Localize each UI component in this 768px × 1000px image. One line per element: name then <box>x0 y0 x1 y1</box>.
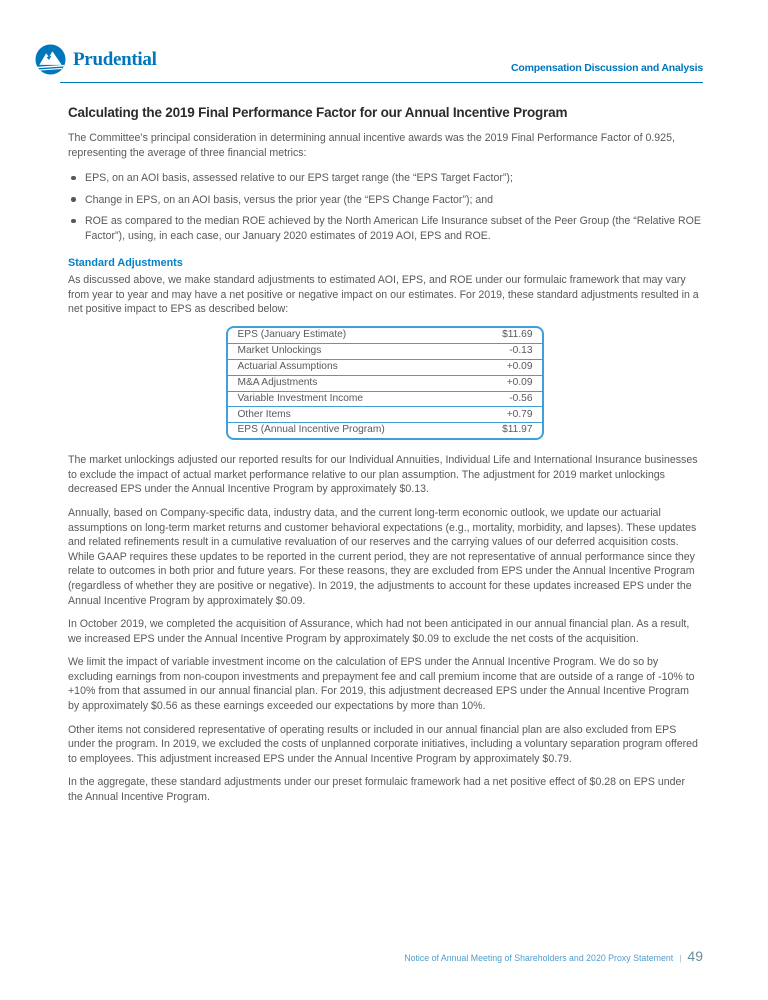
bullet-text: ROE as compared to the median ROE achieved by the North American Life Insurance subset of the Peer Group (the “Relative ROE Factor”), using, in each case, our January 2020 estimates of 2019 AOI, EPS and ROE. <box>85 215 701 242</box>
row-value: -0.13 <box>509 344 533 356</box>
body-paragraph-market-unlockings: The market unlockings adjusted our reported results for our Individual Annuities, Individual Life and International Insurance businesses to exclude the impact of actual market performance relative to our plan assumption. The adjustment for 2019 market unlockings decreased EPS under the Annual Incentive Program by approximately $0.13. <box>68 454 698 496</box>
page-header <box>35 44 703 75</box>
table-row <box>228 360 542 376</box>
bullet-eps-target <box>68 171 701 186</box>
bullet-icon <box>71 176 76 181</box>
row-label: Market Unlockings <box>237 344 322 356</box>
row-value: +0.79 <box>506 408 533 420</box>
row-value: +0.09 <box>506 376 533 388</box>
document-body <box>68 105 701 814</box>
table-row <box>228 407 542 423</box>
table-row <box>228 423 542 438</box>
brand-wordmark: Prudential <box>73 48 157 70</box>
bullet-icon <box>71 197 76 202</box>
table-row <box>228 376 542 392</box>
section-title: Compensation Discussion and Analysis <box>511 62 703 74</box>
row-value: $11.97 <box>502 424 533 436</box>
row-label: EPS (Annual Incentive Program) <box>237 424 385 436</box>
bullet-text: EPS, on an AOI basis, assessed relative to our EPS target range (the “EPS Target Factor”); <box>85 172 513 185</box>
prudential-rock-icon <box>35 44 66 75</box>
row-label: Variable Investment Income <box>237 392 364 404</box>
row-label: Actuarial Assumptions <box>237 360 338 372</box>
row-label: Other Items <box>237 408 291 420</box>
bullet-eps-change <box>68 193 701 208</box>
body-paragraph-variable-investment: We limit the impact of variable investment income on the calculation of EPS under the Annual Incentive Program. We do so by excluding earnings from non-coupon investments and prepayment fee and call premium income that are outside of a range of -10% to +10% from that assumed in our annual financial plan. For 2019, this adjustment decreased EPS under the Annual Incentive Program by approximately $0.56 as these earnings exceeded our expectations by more than 10%. <box>68 656 695 713</box>
intro-paragraph: The Committee’s principal consideration in determining annual incentive awards was the 2019 Final Performance Factor of 0.925, representing the average of three financial metrics: <box>68 132 675 159</box>
table-row <box>228 344 542 360</box>
metrics-bullet-list <box>68 171 701 243</box>
header-divider <box>60 82 703 83</box>
page-title: Calculating the 2019 Final Performance Factor for our Annual Incentive Program <box>68 105 568 120</box>
row-value: +0.09 <box>506 360 533 372</box>
table-row <box>228 328 542 344</box>
body-paragraph-aggregate: In the aggregate, these standard adjustments under our preset formulaic framework had a net positive effect of $0.28 on EPS under the Annual Incentive Program. <box>68 776 685 804</box>
table-row <box>228 392 542 408</box>
eps-adjustments-table <box>226 326 544 440</box>
page-number: 49 <box>687 948 703 964</box>
row-label: M&A Adjustments <box>237 376 318 388</box>
bullet-icon <box>71 219 76 224</box>
adjustments-intro-paragraph: As discussed above, we make standard adjustments to estimated AOI, EPS, and ROE under our formulaic framework that may vary from year to year and may have a net positive or negative impact on our estimates. For 2019, these standard adjustments resulted in a net positive impact to EPS as described below: <box>68 274 699 316</box>
row-value: -0.56 <box>509 392 533 404</box>
row-value: $11.69 <box>502 329 533 341</box>
page-footer <box>404 948 703 964</box>
body-paragraph-actuarial: Annually, based on Company-specific data, industry data, and the current long-term economic outlook, we update our actuarial assumptions on long-term market returns and customer behavioral expectations (e.g., mortality, morbidity, and lapses). These updates and related refinements result in a cumulative revaluation of our reserves and the carrying values of our deferred acquisition costs. While GAAP requires these updates to be reported in the current period, they are not representative of annual performance since they relate to outcomes in both prior and future years. For these reasons, they are excluded from EPS under the Annual Incentive Program (regardless of whether they are positive or negative). In 2019, the adjustments to account for these updates increased EPS under the Annual Incentive Program by approximately $0.09. <box>68 506 697 607</box>
footer-separator: | <box>679 953 682 963</box>
body-paragraph-other-items: Other items not considered representative of operating results or included in our annual financial plan are also excluded from EPS under the program. In 2019, we excluded the costs of unplanned corporate initiatives, including a voluntary separation program offered to employees. This adjustment increased EPS under the Annual Incentive Program by approximately $0.79. <box>68 723 698 765</box>
bullet-text: Change in EPS, on an AOI basis, versus the prior year (the “EPS Change Factor”); and <box>85 193 494 206</box>
standard-adjustments-heading: Standard Adjustments <box>68 256 183 269</box>
body-paragraph-assurance: In October 2019, we completed the acquisition of Assurance, which had not been anticipated in our annual financial plan. As a result, we increased EPS under the Annual Incentive Program by approximately $0.09 to exclude the net costs of the acquisition. <box>68 618 690 645</box>
row-label: EPS (January Estimate) <box>237 329 347 341</box>
bullet-relative-roe <box>68 214 701 243</box>
footer-document-title: Notice of Annual Meeting of Shareholders and 2020 Proxy Statement <box>404 953 674 963</box>
